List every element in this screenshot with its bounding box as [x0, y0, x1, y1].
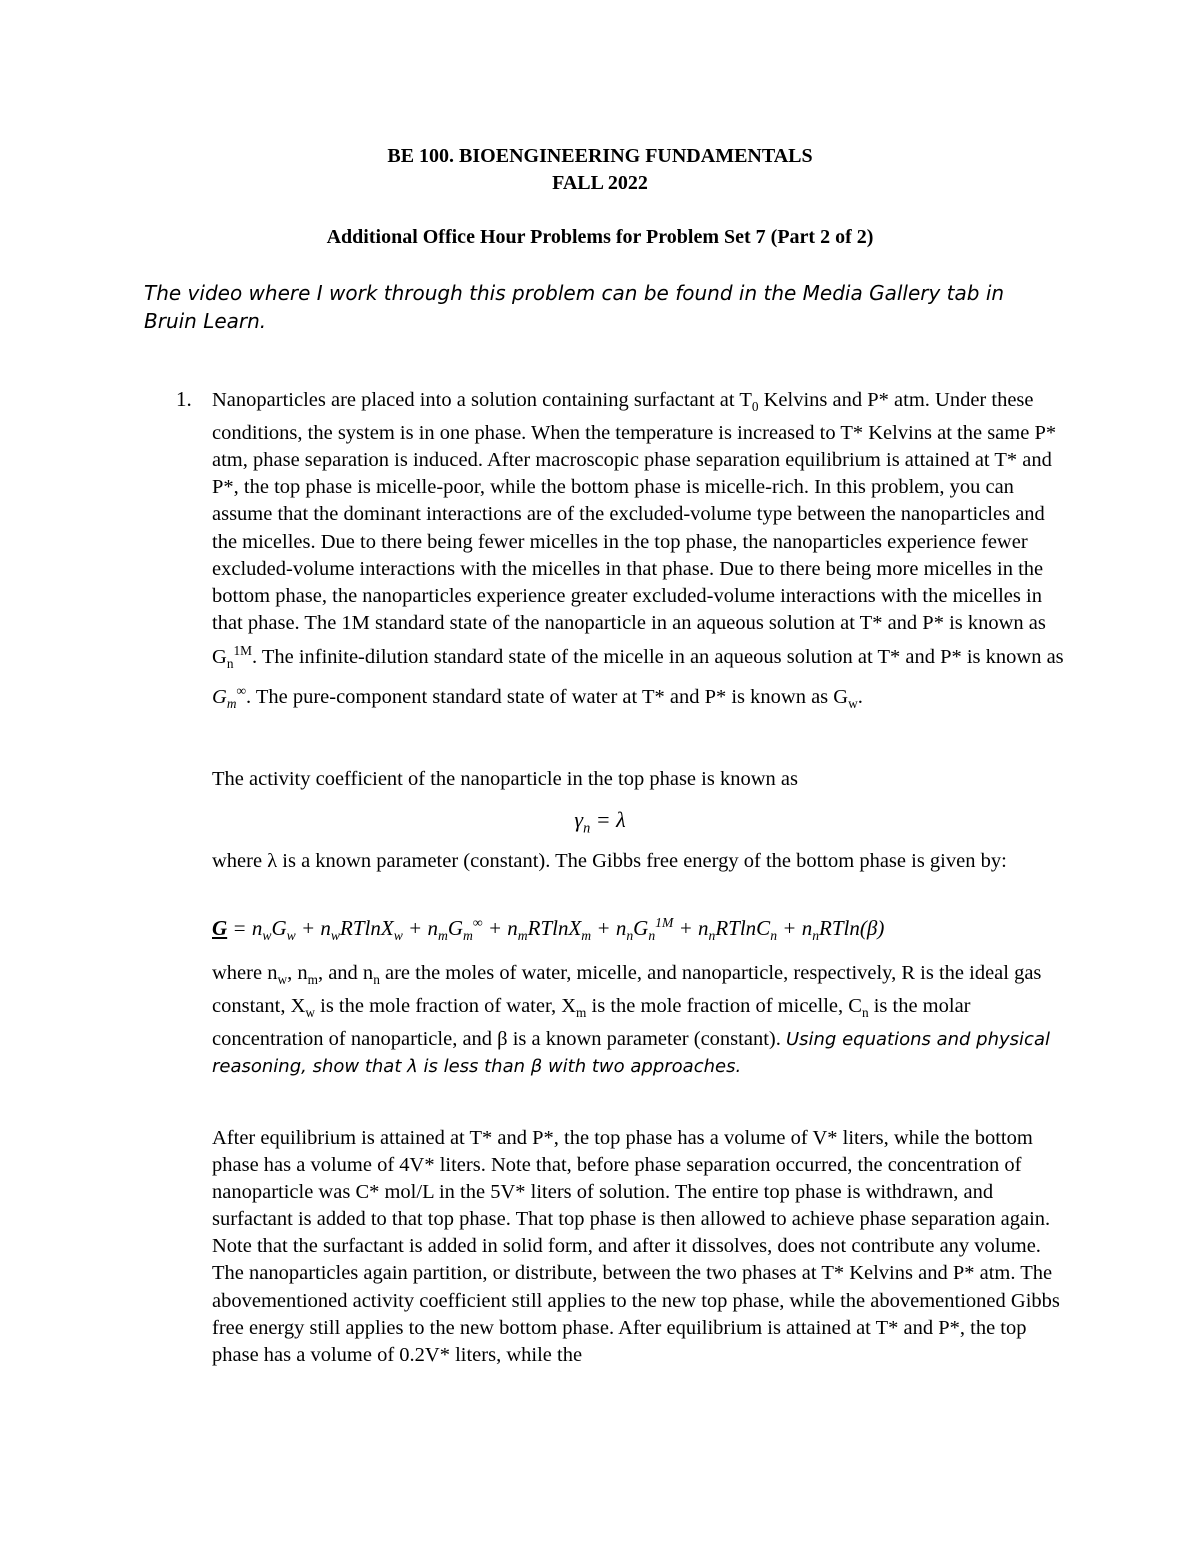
problem-paragraph-1: Nanoparticles are placed into a solution containing surfactant at $T_0$ Kelvins and P* atm. Under these conditions, the system is in one phase. When the temperature is increased to T* Kelvins at the same P* atm, phase separation is induced. After macroscopic phase separation equilibrium is attained at T* and P*, the top phase is micelle-poor, while the bottom phase is micelle-rich. In this problem, you can assume that the dominant interactions are of the excluded-volume type between the nanoparticles and the micelles. Due to there being fewer micelles in the top phase, the nanoparticles experience fewer excluded-volume interactions with the micelles in that phase. Due to there being more micelles in the bottom phase, the nanoparticles experience greater excluded-volume interactions with the micelles in that phase. The 1M standard state of the nanoparticle in an aqueous solution at T* and P* is known as $G_n^{1M}$. The infinite-dilution standard state of the micelle in an aqueous solution at T* and P* is known as $G_m^\infty$. The pure-component standard state of water at T* and P* is known as $G_w$.	[212, 389, 1064, 711]
problem-paragraph-3: where $n_w$, $n_m$, and $n_n$ are the moles of water, micelle, and nanoparticle, respectively, R is the ideal gas constant, $X_w$ is the mole fraction of water, $X_m$ is the mole fraction of micelle, $C_n$ is the molar concentration of nanoparticle, and β is a known parameter (constant). Using equations and physical reasoning, show that λ is less than β with two approaches.	[212, 962, 1050, 1078]
document-subtitle: Additional Office Hour Problems for Problem Set 7 (Part 2 of 2)	[326, 226, 874, 248]
problem-paragraph-4: After equilibrium is attained at T* and P*, the top phase has a volume of V* liters, while the bottom phase has a volume of 4V* liters. Note that, before phase separation occurred, the concentration of nanoparticle was C* mol/L in the 5V* liters of solution. The entire top phase is withdrawn, and surfactant is added to that top phase. That top phase is then allowed to achieve phase separation again. Note that the surfactant is added in solid form, and after it dissolves, does not contribute any volume. The nanoparticles again partition, or distribute, between the two phases at T* Kelvins and P* atm. The abovementioned activity coefficient still applies to the new top phase, while the abovementioned Gibbs free energy still applies to the new bottom phase. After equilibrium is attained at T* and P*, the top phase has a volume of 0.2V* liters, while the	[212, 1127, 1060, 1366]
problem-number: 1.	[176, 387, 192, 411]
question-instruction: Using equations and physical reasoning, show that λ is less than β with two approaches.	[212, 1029, 1050, 1078]
course-title: BE 100. BIOENGINEERING FUNDAMENTALS	[387, 145, 813, 167]
activity-equation: $\gamma_n = \lambda$	[574, 807, 626, 837]
gibbs-equation: $G = n_wG_w + n_wRTlnX_w + n_mG_m^\infty + n_mRTlnX_m + n_nG_n^{1M} + n_nRTlnC_n + n_nRTln(\beta)$	[212, 915, 885, 944]
intro-note: The video where I work through this problem can be found in the Media Gallery tab in Bruin Learn.	[144, 281, 1005, 333]
activity-intro: The activity coefficient of the nanoparticle in the top phase is known as	[212, 768, 798, 790]
term-label: FALL 2022	[552, 172, 648, 194]
problem-paragraph-2: where λ is a known parameter (constant). The Gibbs free energy of the bottom phase is given by:	[212, 850, 1007, 872]
